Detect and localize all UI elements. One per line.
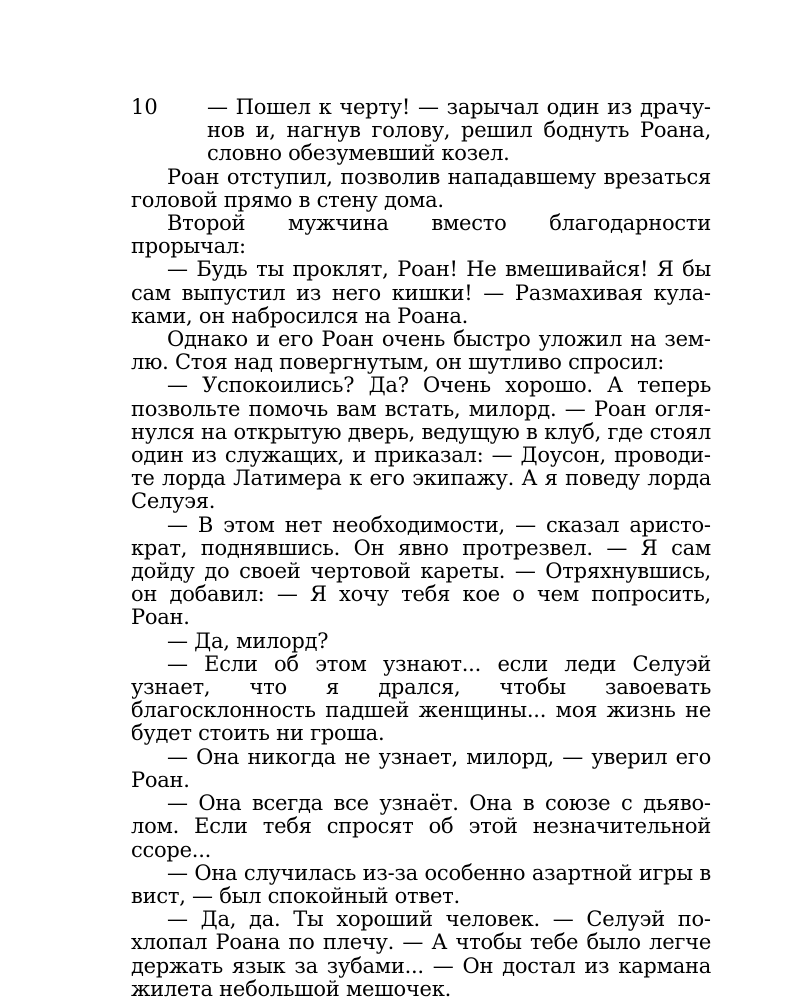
paragraph: — Пошел к черту! — зарычал один из драчунов и, нагнув голову, решил боднуть Роана, словно обезумевший козел.: [207, 95, 711, 166]
page-number: 10: [131, 95, 158, 119]
paragraph: — Да, да. Ты хороший человек. — Селуэй похлопал Роана по плечу. — А чтобы тебе было легче держать язык за зубами... — Он достал из кармана жилета небольшой мешочек.: [131, 907, 711, 1001]
paragraph: — Будь ты проклят, Роан! Не вмешивайся! Я бы сам выпустил из него кишки! — Размахивая кулаками, он набросился на Роана.: [131, 257, 711, 328]
paragraph: — Она всегда все узнаёт. Она в союзе с дьяволом. Если тебя спросят об этой незначительной ссоре...: [131, 791, 711, 862]
body-text: [131, 96, 711, 1001]
paragraph: Роан отступил, позволив нападавшему врезаться головой прямо в стену дома.: [131, 164, 711, 212]
paragraph: — Да, милорд?: [167, 628, 329, 653]
paragraph: — В этом нет необходимости, — сказал аристократ, поднявшись. Он явно протрезвел. — Я сам дойду до своей чертовой кареты. — Отряхнувшись, он добавил: — Я хочу тебя кое о чем попросить, Роан.: [131, 512, 711, 630]
paragraph: Второй мужчина вместо благодарности прорычал:: [131, 211, 711, 259]
paragraph: — Она случилась из-за особенно азартной игры в вист, — был спокойный ответ.: [131, 860, 711, 908]
paragraph: Однако и его Роан очень быстро уложил на землю. Стоя над повергнутым, он шутливо спросил:: [131, 327, 711, 375]
paragraph: — Она никогда не узнает, милорд, — уверил его Роан.: [131, 744, 711, 792]
paragraph: — Если об этом узнают... если леди Селуэй узнает, что я дрался, чтобы завоевать благосклонность падшей женщины... моя жизнь не будет стоить ни гроша.: [131, 651, 711, 746]
paragraph: — Успокоились? Да? Очень хорошо. А теперь позвольте помочь вам встать, милорд. — Роан оглянулся на открытую дверь, ведущую в клуб, где стоял один из служащих, и приказал: — Доусон, проводите лорда Латимера к его экипажу. А я поведу лорда Селуэя.: [131, 373, 711, 514]
